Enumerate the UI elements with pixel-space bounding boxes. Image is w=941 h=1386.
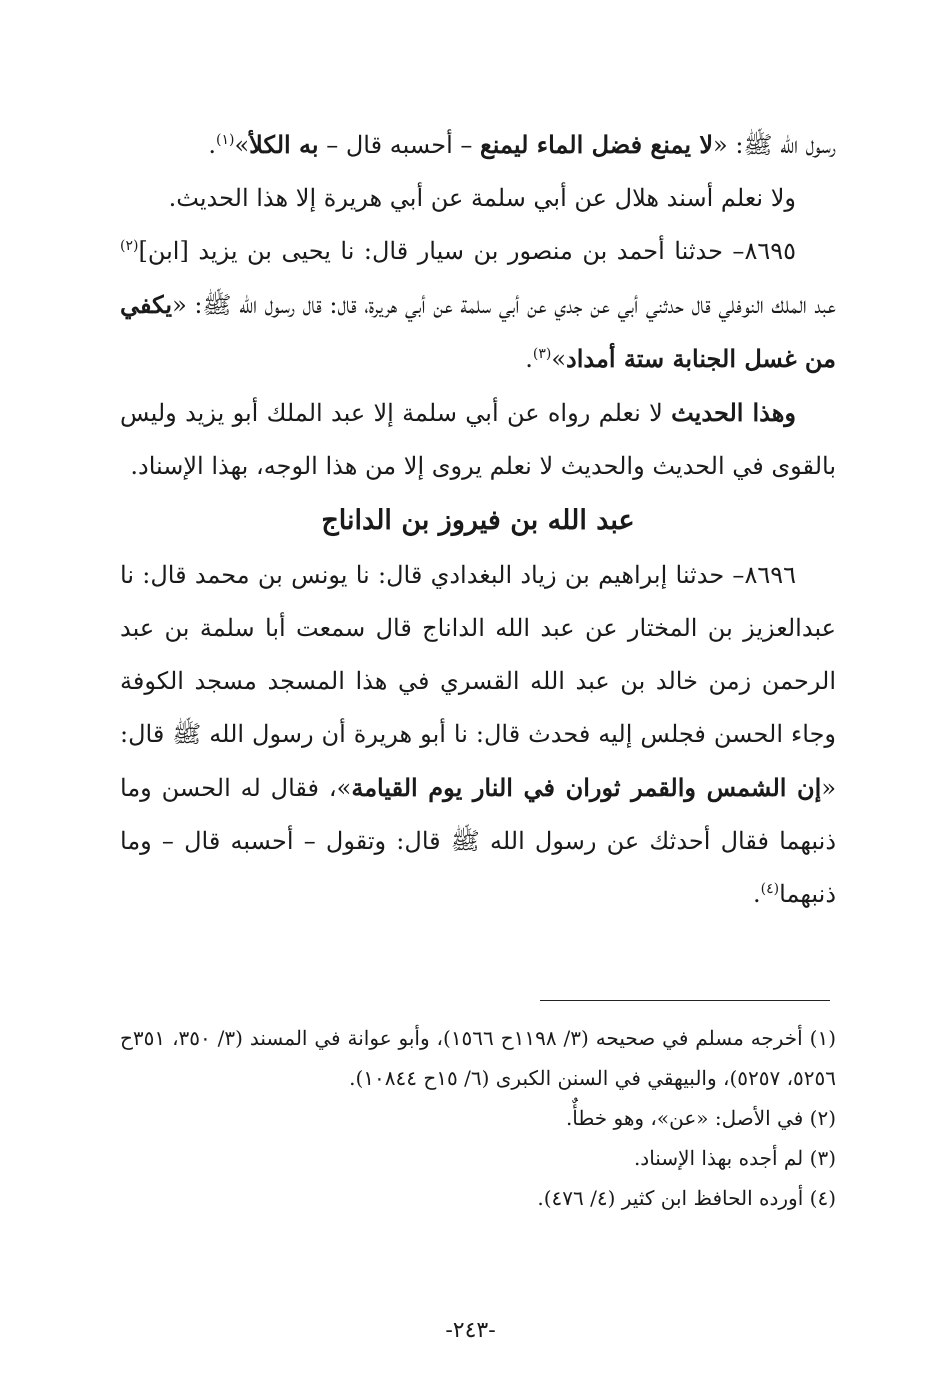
text-run: – أحسبه قال – <box>318 131 480 159</box>
hadith-text-bold: لا يمنع فضل الماء ليمنع <box>480 130 714 159</box>
footnote-ref-4: (٤) <box>760 881 780 897</box>
hadith-text-bold: إن الشمس والقمر ثوران في النار يوم القيامة <box>351 773 822 802</box>
text-run: عبد الملك النوفلي قال حدثني أبي عن جدي عن أبي سلمة عن أبي هريرة، قال: قال رسول الله ﷺ: « <box>172 291 836 319</box>
footnote-ref-2: (٢) <box>120 238 139 254</box>
comment-lead-bold: وهذا الحديث <box>671 398 796 427</box>
text-run: رسول الله ﷺ: « <box>713 131 836 159</box>
text-run: . <box>753 880 761 908</box>
footnote-2: (٢) في الأصل: «عن»، وهو خطأٌ. <box>565 1106 836 1130</box>
text-run: ٨٦٩٥– حدثنا أحمد بن منصور بن سيار قال: نا يحيى بن يزيد [ابن] <box>138 237 796 265</box>
footnote-ref-1: (١) <box>215 132 235 148</box>
footnote-3: (٣) لم أجده بهذا الإسناد. <box>633 1146 836 1170</box>
paragraph-hadith-8694-end <box>120 118 836 172</box>
main-text <box>120 118 836 921</box>
footnote-1: (١) أخرجه مسلم في صحيحه (٣/ ١١٩٨ح ١٥٦٦)، وأبو عوانة في المسند (٣/ ٣٥٠، ٣٥١ح ٥٢٥٦، ٥٢٥٧)، والبيهقي في السنن الكبرى (٦/ ١٥ح ١٠٨٤٤). <box>120 1026 837 1090</box>
paragraph-comment-1: ولا نعلم أسند هلال عن أبي سلمة عن أبي هريرة إلا هذا الحديث. <box>168 184 796 212</box>
text-run: » <box>551 345 567 373</box>
text-run: » <box>234 131 250 159</box>
paragraph-comment-2 <box>120 386 836 493</box>
footnote-separator <box>540 1000 830 1001</box>
footnote-4: (٤) أورده الحافظ ابن كثير (٤/ ٤٧٦). <box>537 1186 836 1210</box>
section-heading: عبد الله بن فيروز بن الداناج <box>321 505 635 536</box>
text-run: ٨٦٩٦– حدثنا إبراهيم بن زياد البغدادي قال: نا يونس بن محمد قال: نا عبدالعزيز بن المختار عن عبد الله الداناج قال سمعت أبا سلمة بن عبد الرحمن زمن خالد بن عبد الله القسري في هذا المسجد مسجد الكوفة وجاء الحسن فجلس إليه فحدث قال: نا أبو هريرة أن رسول الله ﷺ قال: « <box>120 561 837 802</box>
hadith-text-bold: يكفي من غسل الجنابة ستة أمداد <box>120 290 836 373</box>
paragraph-hadith-8696 <box>120 549 836 921</box>
text-run: . <box>208 131 216 159</box>
hadith-text-bold: به الكلأ <box>249 130 319 159</box>
text-run: »، فقال له الحسن وما ذنبهما فقال أحدثك عن رسول الله ﷺ قال: وتقول – أحسبه قال – وما ذنبهما <box>120 774 836 908</box>
text-run: . <box>525 345 533 373</box>
footnote-ref-3: (٣) <box>532 346 552 362</box>
page-number: -٢٤٣- <box>445 1318 496 1343</box>
footnotes <box>120 1018 836 1218</box>
paragraph-hadith-8695 <box>120 225 836 386</box>
text-run: لا نعلم رواه عن أبي سلمة إلا عبد الملك أبو يزيد وليس بالقوى في الحديث والحديث لا نعلم يروى إلا من هذا الوجه، بهذا الإسناد. <box>120 399 836 480</box>
